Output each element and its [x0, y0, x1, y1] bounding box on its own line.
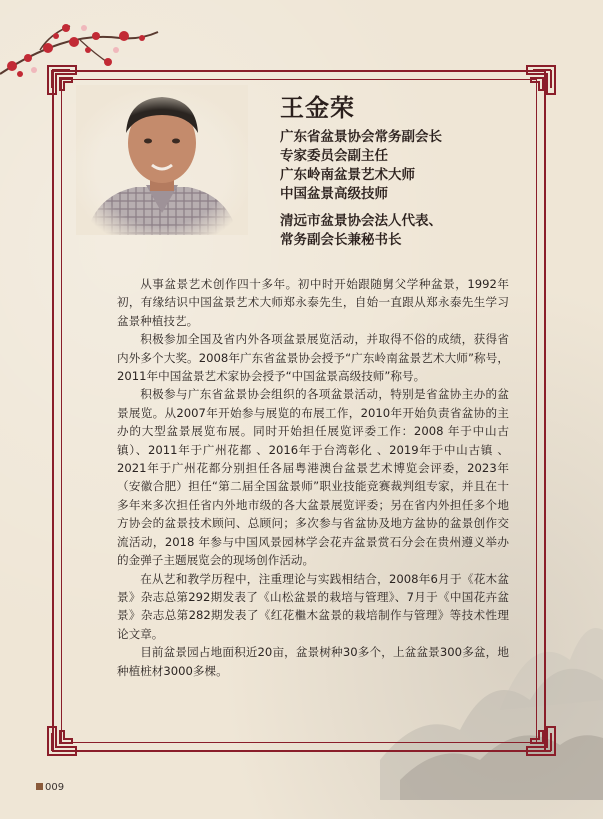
biography-paragraph: 在从艺和教学历程中，注重理论与实践相结合，2008年6月于《花木盆景》杂志总第292期发表了《山松盆景的栽培与管理》、7月于《中国花卉盆景》杂志总第282期发表了《红花檵木盆景的栽培制作与管理》等技术性理论文章。 — [117, 571, 509, 641]
title-line: 专家委员会副主任 — [280, 148, 388, 164]
page-marker-square — [36, 783, 43, 790]
person-titles — [280, 128, 442, 250]
page-number — [36, 782, 64, 793]
portrait-photo — [76, 85, 248, 235]
page-number-text: 009 — [45, 782, 65, 793]
frame-corner-bottom-left — [46, 717, 86, 757]
biography-text — [117, 275, 509, 680]
biography-paragraph: 目前盆景园占地面积近20亩，盆景树种30多个，上盆盆景300多盆，地种植桩材3000多棵。 — [117, 645, 509, 678]
title-line: 常务副会长兼秘书长 — [280, 232, 402, 248]
person-name: 王金荣 — [280, 94, 355, 122]
frame-corner-bottom-right — [517, 717, 557, 757]
title-line: 中国盆景高级技师 — [280, 186, 388, 202]
biography-paragraph: 积极参加全国及省内外各项盆景展览活动，并取得不俗的成绩，获得省内外多个大奖。2008年广东省盆景协会授予“广东岭南盆景艺术大师”称号，2011年中国盆景艺术家协会授予“中国盆景高级技师”称号。 — [117, 332, 509, 384]
title-spacer — [280, 204, 442, 212]
biography-paragraph: 积极参与广东省盆景协会组织的各项盆景活动，特别是省盆协主办的盆景展览。从2007年开始参与展览的布展工作，2010年开始负责省盆协的主办的大型盆景展览布展。同时开始担任展览评委工作：2008 年于中山古镇）、2011年于广州花都 、2016年于台湾彰化 、2019年于中山古镇 、2021年于广州花都分别担任各届粤港澳台盆景艺术博览会评委，2023年（安徽合肥）担任“第二届全国盆景师”职业技能竞赛裁判组专家，并且在十多年来多次担任省内外地市级的各大盆景展览评委；另在省内外担任多个地方协会的盆景技术顾问、总顾问；多次参与省盆协及地方盆协的盆景创作交流活动，2018 年参与中国风景园林学会花卉盆景赏石分会在贵州遵义举办的金弹子主题展览会的现场创作活动。 — [117, 387, 509, 568]
frame-corner-top-right — [517, 64, 557, 104]
title-line: 清远市盆景协会法人代表、 — [280, 213, 442, 229]
title-line: 广东省盆景协会常务副会长 — [280, 129, 442, 145]
title-line: 广东岭南盆景艺术大师 — [280, 167, 415, 183]
biography-paragraph: 从事盆景艺术创作四十多年。初中时开始跟随舅父学种盆景，1992年初，有缘结识中国盆景艺术大师郑永泰先生，自始一直跟从郑永泰先生学习盆景种植技艺。 — [117, 277, 509, 328]
